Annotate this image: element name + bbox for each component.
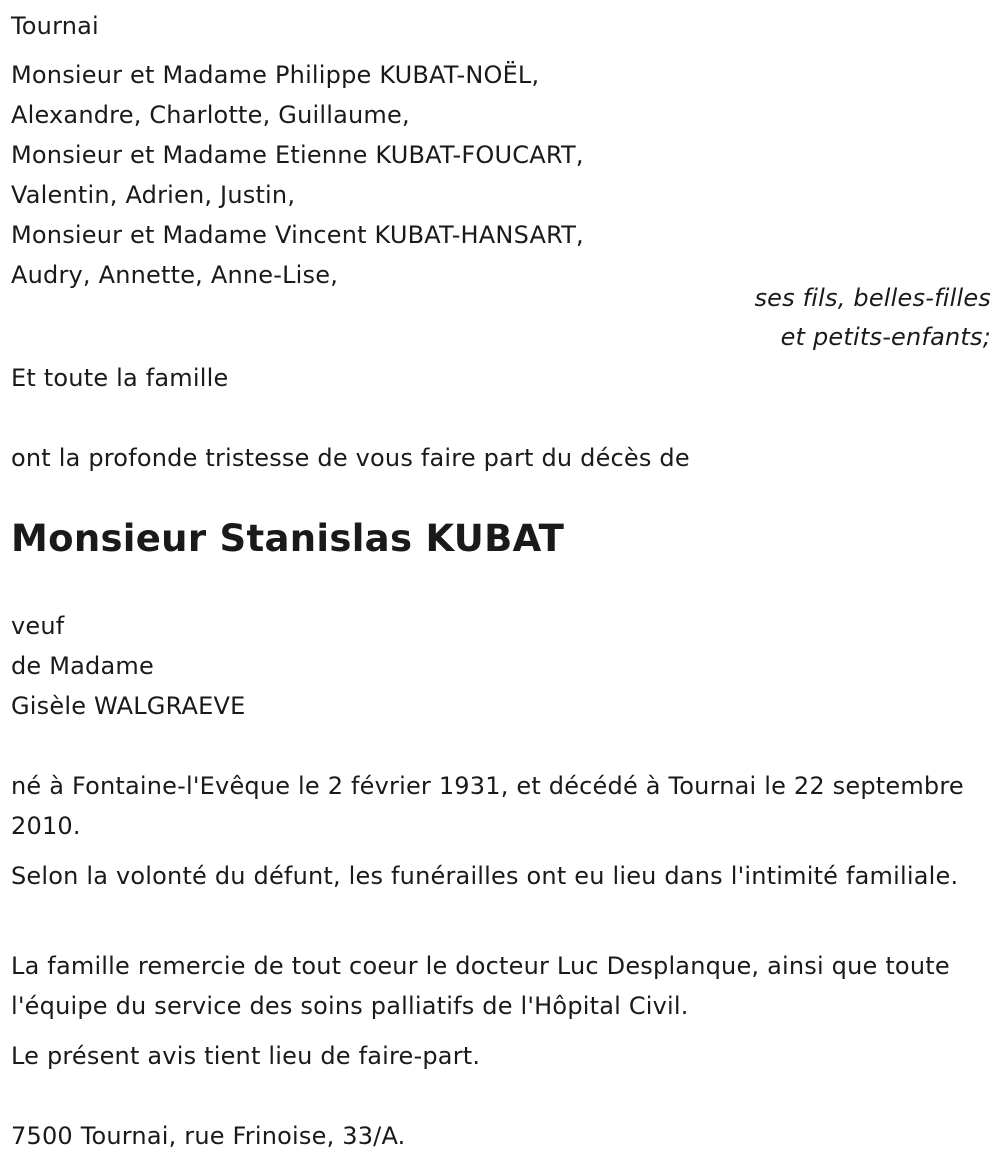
family-line: Valentin, Adrien, Justin, xyxy=(11,181,296,209)
notice-paragraph: Le présent avis tient lieu de faire-part. xyxy=(11,1042,481,1070)
widow-line: Gisèle WALGRAEVE xyxy=(11,692,246,720)
family-line: Monsieur et Madame Vincent KUBAT-HANSART, xyxy=(11,221,584,249)
family-line: Monsieur et Madame Philippe KUBAT-NOËL, xyxy=(11,61,540,89)
family-line: Audry, Annette, Anne-Lise, xyxy=(11,261,339,289)
family-list xyxy=(11,55,584,295)
family-relation xyxy=(754,279,991,357)
city-heading: Tournai xyxy=(11,12,99,40)
relation-line: et petits-enfants; xyxy=(780,323,991,351)
family-line: Alexandre, Charlotte, Guillaume, xyxy=(11,101,410,129)
widow-info xyxy=(11,606,245,726)
deceased-name: Monsieur Stanislas KUBAT xyxy=(11,517,565,560)
birth-death-paragraph: né à Fontaine-l'Evêque le 2 février 1931, et décédé à Tournai le 22 septembre 2010. xyxy=(11,772,964,840)
thanks-paragraph: La famille remercie de tout coeur le docteur Luc Desplanque, ainsi que toute l'équipe du service des soins palliatifs de l'Hôpital Civil. xyxy=(11,952,950,1020)
address-line: 7500 Tournai, rue Frinoise, 33/A. xyxy=(11,1122,406,1150)
widow-line: de Madame xyxy=(11,652,154,680)
widow-line: veuf xyxy=(11,612,65,640)
announcement-text: ont la profonde tristesse de vous faire part du décès de xyxy=(11,444,690,472)
relation-line: ses fils, belles-filles xyxy=(754,284,991,312)
family-line: Monsieur et Madame Etienne KUBAT-FOUCART, xyxy=(11,141,584,169)
funeral-paragraph: Selon la volonté du défunt, les funérailles ont eu lieu dans l'intimité familiale. xyxy=(11,862,959,890)
all-family-line: Et toute la famille xyxy=(11,364,229,392)
